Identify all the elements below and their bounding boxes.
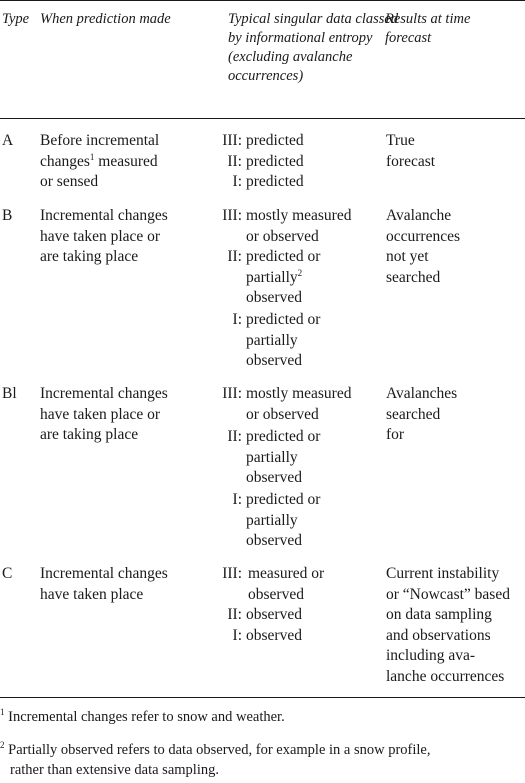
- footnote: [0, 740, 431, 760]
- entry-text: observed: [246, 469, 302, 486]
- cell-line: not yet: [386, 248, 429, 265]
- entry-number: I:: [232, 311, 242, 328]
- entry-text: or observed: [246, 405, 319, 423]
- header-line: Type: [2, 11, 30, 27]
- header-when: [40, 10, 171, 29]
- entry-text: or observed: [246, 227, 319, 245]
- cell-text: partially: [246, 268, 298, 286]
- cell-line: have taken place or: [40, 405, 161, 423]
- header-line: (excluding avalanche: [228, 49, 353, 65]
- entry-text: predicted: [246, 132, 304, 149]
- entry-number: III:: [222, 385, 242, 402]
- footnote-text: Incremental changes refer to snow and weather.: [8, 709, 285, 725]
- entry-number: II:: [227, 248, 242, 265]
- cell-line: are taking place: [40, 426, 139, 443]
- entry-number: II:: [227, 152, 242, 170]
- cell-line: have taken place: [40, 585, 144, 603]
- entry-text: observed: [246, 532, 302, 549]
- cell-line: Avalanche: [386, 207, 452, 224]
- header-data: [228, 10, 398, 86]
- entry-text: observed: [246, 352, 302, 369]
- cell-line: Incremental changes: [40, 565, 168, 582]
- header-line: by informational entropy: [228, 30, 373, 46]
- cell-line: or “Nowcast” based: [386, 585, 510, 603]
- footnote-mark: 2: [0, 740, 5, 750]
- row-type: Bl: [2, 385, 17, 402]
- footnote-text: rather than extensive data sampling.: [10, 762, 219, 778]
- cell-line: have taken place or: [40, 227, 161, 245]
- cell-line: or sensed: [40, 173, 99, 190]
- cell-line: for: [386, 426, 405, 443]
- entry-text: mostly measured: [246, 207, 352, 224]
- cell-line: are taking place: [40, 248, 139, 265]
- entry-text: [246, 268, 302, 289]
- entry-text: partially: [246, 448, 298, 466]
- entry-text: observed: [248, 585, 304, 603]
- entry-number: III:: [222, 565, 242, 582]
- header-line: Typical singular data classed: [228, 11, 399, 27]
- cell-line: occurrences: [386, 227, 461, 245]
- entry-text: measured or: [248, 565, 325, 582]
- cell-line: True: [386, 132, 415, 149]
- footnote-ref: 2: [297, 267, 303, 278]
- header-bottom-rule: [0, 118, 525, 119]
- footnote-ref: 1: [89, 151, 95, 162]
- header-line: forecast: [385, 30, 432, 46]
- cell-line: Incremental changes: [40, 385, 168, 402]
- entry-text: partially: [246, 331, 298, 349]
- entry-text: observed: [246, 606, 302, 623]
- entry-number: I:: [232, 173, 242, 190]
- cell-line: on data sampling: [386, 606, 492, 623]
- cell-line: including ava-: [386, 647, 476, 664]
- entry-number: III:: [222, 207, 242, 224]
- entry-number: II:: [227, 606, 242, 623]
- row-results: [386, 384, 457, 446]
- entry-text: predicted or: [246, 311, 321, 328]
- header-line: occurrences): [228, 68, 304, 84]
- footnote: [0, 707, 285, 727]
- cell-line: searched: [386, 405, 441, 423]
- entry-text: predicted or: [246, 491, 321, 508]
- entry-text: predicted: [246, 173, 304, 190]
- entry-number: III:: [222, 132, 242, 149]
- cell-line: and observations: [386, 626, 491, 644]
- entry-number: II:: [227, 428, 242, 445]
- header-line: Results at time: [385, 11, 471, 27]
- entry-number: I:: [232, 626, 242, 644]
- cell-text: measured: [98, 152, 158, 170]
- cell-line: Before incremental: [40, 132, 160, 149]
- entry-text: observed: [246, 626, 302, 644]
- entry-text: predicted: [246, 152, 304, 170]
- header-results: [385, 10, 470, 48]
- row-when: [40, 131, 159, 193]
- cell-line: Avalanches: [386, 385, 458, 402]
- entry-text: partially: [246, 511, 298, 529]
- cell-line: Incremental changes: [40, 207, 168, 224]
- cell-line: lanche occurrences: [386, 667, 505, 685]
- header-line: When prediction made: [40, 11, 171, 27]
- table-bottom-rule: [0, 697, 525, 698]
- row-when: [40, 206, 168, 268]
- table-top-rule: [0, 0, 525, 1]
- header-type: [2, 10, 29, 29]
- cell-line: Current instability: [386, 565, 500, 582]
- cell-line: forecast: [386, 152, 436, 170]
- cell-line: [40, 152, 159, 173]
- entry-text: mostly measured: [246, 385, 352, 402]
- row-when: [40, 384, 168, 446]
- row-type: A: [2, 132, 14, 149]
- row-results: [386, 564, 510, 687]
- footnote-text: Partially observed refers to data observed, for example in a snow profile,: [8, 742, 431, 758]
- footnote-mark: 1: [0, 707, 5, 717]
- row-results: [386, 131, 435, 172]
- entry-text: observed: [246, 289, 302, 306]
- row-type: C: [2, 565, 13, 582]
- cell-line: searched: [386, 268, 441, 286]
- entry-number: I:: [232, 491, 242, 508]
- row-type: B: [2, 207, 13, 224]
- footnote-continuation: [10, 760, 219, 780]
- row-results: [386, 206, 460, 288]
- cell-text: changes: [40, 152, 90, 170]
- row-when: [40, 564, 168, 605]
- entry-text: predicted or: [246, 428, 321, 445]
- entry-text: predicted or: [246, 248, 321, 265]
